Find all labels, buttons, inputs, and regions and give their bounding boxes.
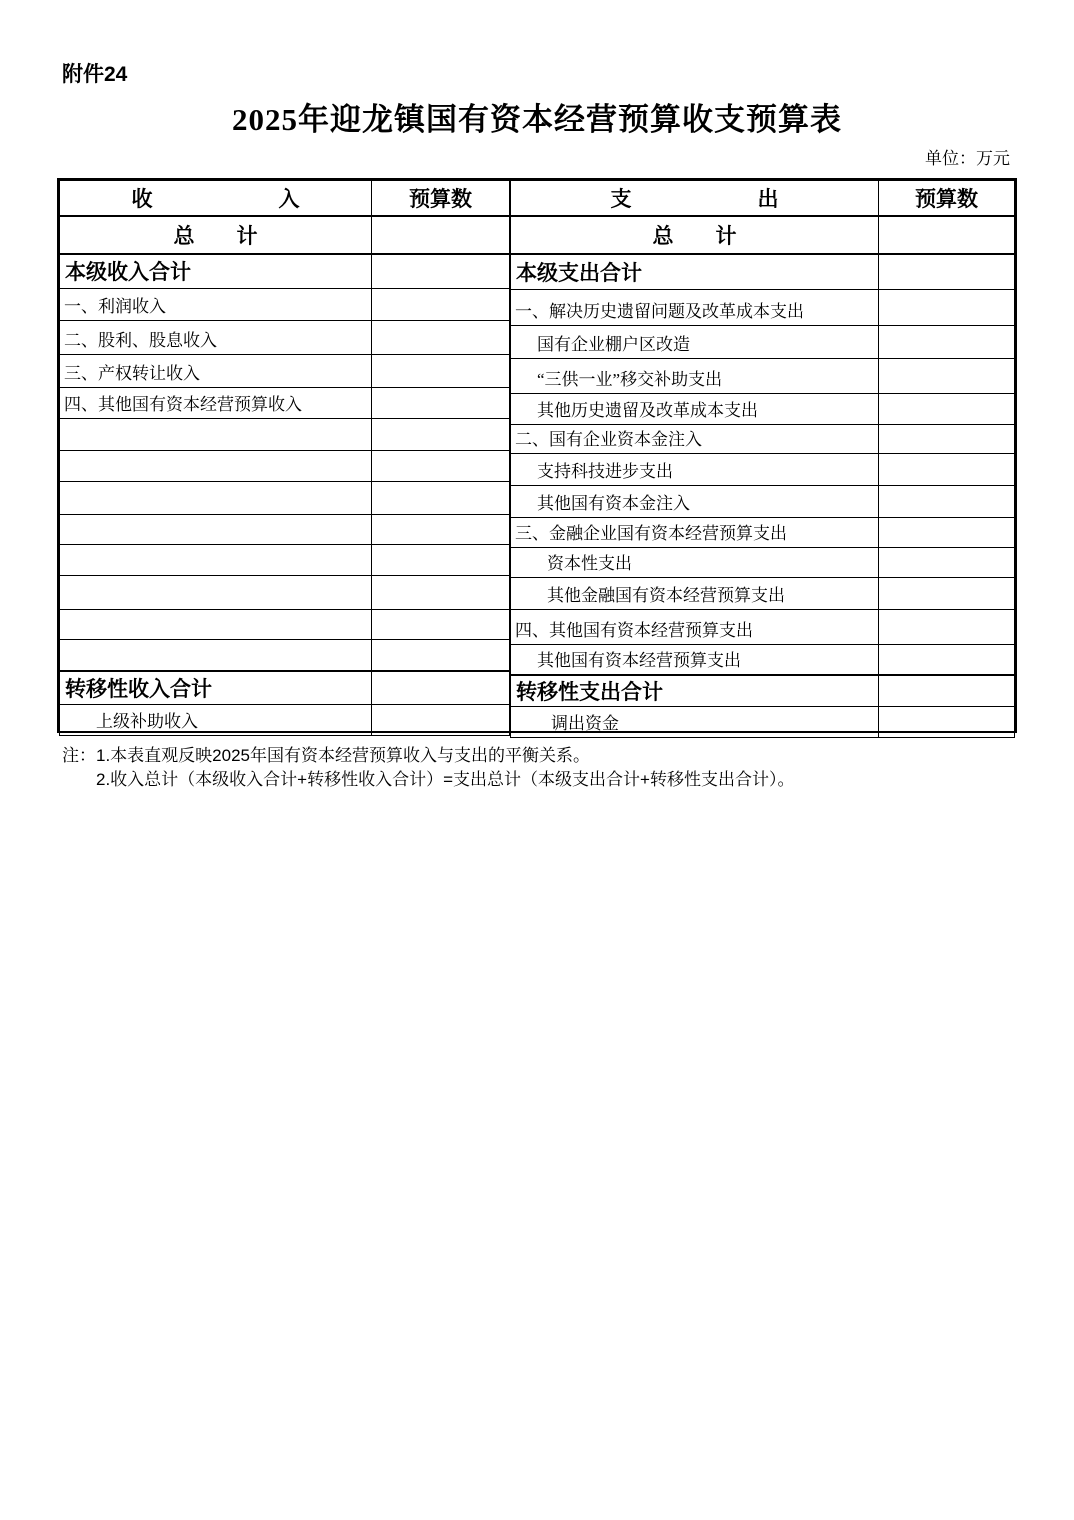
expenditure-budget-header: 预算数: [879, 181, 1015, 216]
expenditure-item-label: 资本性支出: [511, 548, 879, 578]
income-subtotal-row: [60, 254, 510, 289]
table-row: [511, 425, 1015, 454]
income-item-value: [372, 451, 510, 482]
expenditure-item-value: [879, 645, 1015, 675]
table-row: [60, 321, 510, 355]
income-item-label: [60, 576, 372, 610]
income-item-label: [60, 640, 372, 671]
table-row: [511, 326, 1015, 359]
table-row: [511, 610, 1015, 645]
table-row: [511, 645, 1015, 675]
table-row: [60, 545, 510, 576]
expenditure-subtotal-value: [879, 254, 1015, 290]
expenditure-item-label: 三、金融企业国有资本经营预算支出: [511, 518, 879, 548]
expenditure-item-value: [879, 610, 1015, 645]
expenditure-item-label: 其他国有资本金注入: [511, 486, 879, 518]
table-row: [60, 355, 510, 388]
income-transfer-item-label: 上级补助收入: [60, 705, 372, 736]
expenditure-item-value: [879, 394, 1015, 425]
unit-note: 单位：万元: [925, 149, 1010, 168]
table-row: [60, 451, 510, 482]
income-transfer-item-value: [372, 705, 510, 736]
income-item-value: [372, 289, 510, 321]
income-transfer-total-value: [372, 671, 510, 705]
expenditure-transfer-total-value: [879, 675, 1015, 707]
income-item-label: [60, 515, 372, 545]
income-item-label: [60, 482, 372, 515]
expenditure-table: [510, 180, 1015, 738]
expenditure-item-label: 四、其他国有资本经营预算支出: [511, 610, 879, 645]
income-item-label: [60, 610, 372, 640]
income-item-value: [372, 321, 510, 355]
income-subtotal-value: [372, 254, 510, 289]
expenditure-item-label: 支持科技进步支出: [511, 454, 879, 486]
income-item-label: [60, 419, 372, 451]
income-item-label: 一、利润收入: [60, 289, 372, 321]
income-transfer-item-row: [60, 705, 510, 736]
footnote-lines: [96, 744, 794, 792]
income-item-value: [372, 388, 510, 419]
page-title: 2025年迎龙镇国有资本经营预算收支预算表: [232, 102, 842, 137]
expenditure-grand-total-label: 总 计: [511, 216, 879, 254]
table-row: [511, 454, 1015, 486]
expenditure-item-value: [879, 290, 1015, 326]
expenditure-transfer-item-value: [879, 707, 1015, 738]
income-header-row: [60, 181, 510, 216]
table-row: [511, 578, 1015, 610]
expenditure-header-row: [511, 181, 1015, 216]
income-item-value: [372, 482, 510, 515]
table-row: [511, 394, 1015, 425]
income-item-value: [372, 515, 510, 545]
expenditure-transfer-item-row: [511, 707, 1015, 738]
expenditure-grand-total-value: [879, 216, 1015, 254]
table-row: [511, 518, 1015, 548]
income-table: [59, 180, 510, 736]
income-header-label: 收 入: [60, 181, 372, 216]
table-row: [60, 482, 510, 515]
income-item-label: 二、股利、股息收入: [60, 321, 372, 355]
expenditure-header-label: 支 出: [511, 181, 879, 216]
table-row: [511, 548, 1015, 578]
footnote-line-1: 1.本表直观反映2025年国有资本经营预算收入与支出的平衡关系。: [96, 746, 590, 765]
expenditure-item-label: 其他历史遗留及改革成本支出: [511, 394, 879, 425]
income-transfer-total-label: 转移性收入合计: [60, 671, 372, 705]
income-item-value: [372, 640, 510, 671]
income-item-value: [372, 610, 510, 640]
table-row: [60, 576, 510, 610]
footnotes: [62, 744, 794, 792]
income-item-value: [372, 576, 510, 610]
income-transfer-total-row: [60, 671, 510, 705]
expenditure-transfer-total-row: [511, 675, 1015, 707]
income-item-value: [372, 545, 510, 576]
expenditure-item-value: [879, 486, 1015, 518]
table-row: [511, 486, 1015, 518]
income-subtotal-label: 本级收入合计: [60, 254, 372, 289]
expenditure-item-value: [879, 454, 1015, 486]
income-item-value: [372, 355, 510, 388]
budget-table: [57, 178, 1017, 733]
table-row: [60, 610, 510, 640]
expenditure-transfer-item-label: 调出资金: [511, 707, 879, 738]
expenditure-transfer-total-label: 转移性支出合计: [511, 675, 879, 707]
table-row: [60, 419, 510, 451]
expenditure-item-value: [879, 326, 1015, 359]
expenditure-item-label: “三供一业”移交补助支出: [511, 359, 879, 394]
income-grand-total-row: [60, 216, 510, 254]
income-grand-total-value: [372, 216, 510, 254]
expenditure-item-value: [879, 548, 1015, 578]
expenditure-subtotal-row: [511, 254, 1015, 290]
expenditure-item-value: [879, 518, 1015, 548]
income-budget-header: 预算数: [372, 181, 510, 216]
table-row: [60, 388, 510, 419]
expenditure-item-label: 其他金融国有资本经营预算支出: [511, 578, 879, 610]
table-row: [511, 359, 1015, 394]
footnote-line-2: 2.收入总计（本级收入合计+转移性收入合计）=支出总计（本级支出合计+转移性支出合计）。: [96, 770, 795, 789]
expenditure-item-label: 二、国有企业资本金注入: [511, 425, 879, 454]
table-row: [60, 640, 510, 671]
expenditure-item-label: 一、解决历史遗留问题及改革成本支出: [511, 290, 879, 326]
income-grand-total-label: 总 计: [60, 216, 372, 254]
footnote-label: 注：: [62, 746, 96, 765]
table-row: [60, 289, 510, 321]
expenditure-item-value: [879, 578, 1015, 610]
expenditure-item-value: [879, 359, 1015, 394]
income-item-value: [372, 419, 510, 451]
expenditure-subtotal-label: 本级支出合计: [511, 254, 879, 290]
expenditure-item-label: 国有企业棚户区改造: [511, 326, 879, 359]
table-row: [60, 515, 510, 545]
income-item-label: 三、产权转让收入: [60, 355, 372, 388]
expenditure-item-label: 其他国有资本经营预算支出: [511, 645, 879, 675]
expenditure-item-value: [879, 425, 1015, 454]
attachment-label: 附件24: [62, 63, 128, 86]
income-item-label: 四、其他国有资本经营预算收入: [60, 388, 372, 419]
income-item-label: [60, 451, 372, 482]
expenditure-grand-total-row: [511, 216, 1015, 254]
income-item-label: [60, 545, 372, 576]
table-row: [511, 290, 1015, 326]
